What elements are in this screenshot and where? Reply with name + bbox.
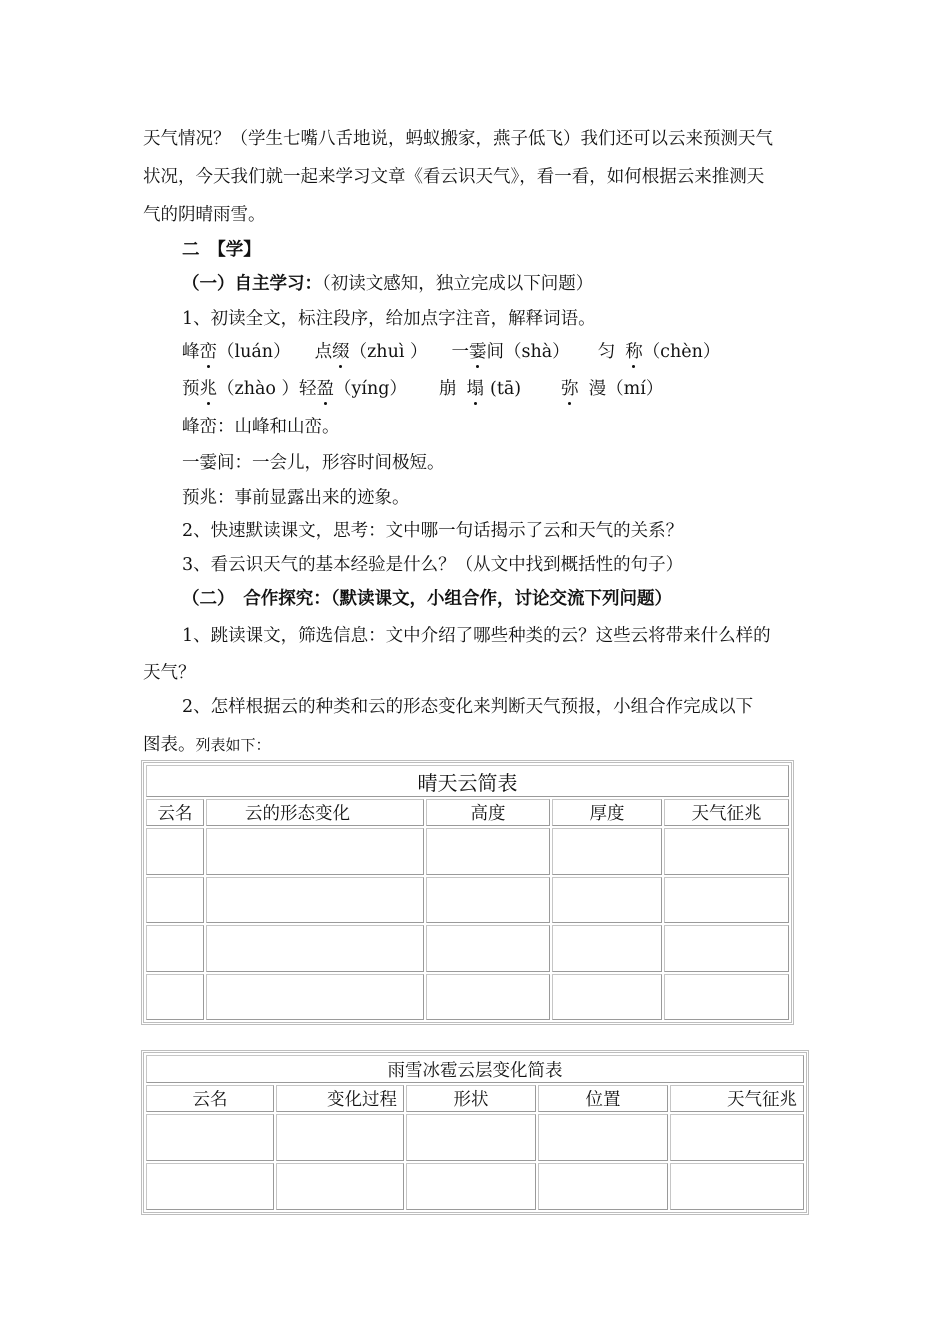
part-one-heading-line (182, 270, 593, 295)
sunny-cloud-table (141, 760, 794, 1025)
table-cell[interactable] (276, 1114, 404, 1161)
table-cell[interactable] (206, 877, 424, 924)
table-cell[interactable] (146, 1114, 274, 1161)
table-cell[interactable] (670, 1114, 804, 1161)
section-two-heading: 二 【学】 (182, 240, 261, 260)
table-cell[interactable] (664, 828, 789, 875)
definition-2: 一霎间：一会儿，形容时间极短。 (182, 453, 445, 473)
q2-line-2-text: 图表。 (143, 735, 196, 755)
word-char: 轻 (299, 379, 317, 399)
table-cell[interactable] (552, 925, 662, 972)
table-cell[interactable] (552, 828, 662, 875)
dotted-char: 兆 (200, 375, 218, 400)
word-char: 崩 (439, 379, 457, 399)
table-cell[interactable] (206, 828, 424, 875)
table-cell[interactable] (664, 974, 789, 1021)
table-cell[interactable] (538, 1163, 668, 1210)
table-header-cell (664, 799, 789, 826)
table-row (146, 974, 789, 1021)
table-header-cell: 厚度 (552, 799, 662, 826)
header-text: 天气征兆 (691, 804, 762, 824)
table-header-cell: 天气征兆 (670, 1085, 804, 1112)
table-cell[interactable] (538, 1114, 668, 1161)
part-two-q2-line-1: 2、怎样根据云的种类和云的形态变化来判断天气预报，小组合作完成以下 (182, 697, 754, 717)
table-header-cell: 云的形态变化 (206, 799, 424, 826)
rain-snow-hail-cloud-table (141, 1050, 809, 1215)
table-header-cell: 云名 (146, 1085, 274, 1112)
dotted-char: 称 (625, 338, 643, 363)
word-char: 峰 (182, 342, 200, 362)
table-header-cell: 变化过程 (276, 1085, 404, 1112)
dotted-char: 峦 (200, 338, 218, 363)
table-cell[interactable] (552, 877, 662, 924)
table-cell[interactable] (664, 877, 789, 924)
table-cell[interactable] (146, 1163, 274, 1210)
table-cell[interactable] (406, 1163, 536, 1210)
table-cell[interactable] (664, 925, 789, 972)
part-two-heading: （二） 合作探究：（默读课文，小组合作，讨论交流下列问题） (182, 589, 672, 609)
pinyin: （chèn） (642, 342, 721, 362)
table-cell[interactable] (426, 974, 550, 1021)
dotted-char: 塌 (467, 375, 485, 400)
table-row (146, 877, 789, 924)
table-cell[interactable] (206, 974, 424, 1021)
table-header-cell: 形状 (406, 1085, 536, 1112)
pinyin: （luán） (217, 342, 291, 362)
part-one-q2: 2、快速默读课文，思考：文中哪一句话揭示了云和天气的关系？ (182, 521, 684, 541)
table-cell[interactable] (146, 925, 204, 972)
pinyin: （zhào ） (217, 379, 300, 399)
definition-3: 预兆：事前显露出来的迹象。 (182, 488, 410, 508)
part-one-q3: 3、看云识天气的基本经验是什么？（从文中找到概括性的句子） (182, 555, 684, 575)
pinyin-row-1 (182, 338, 720, 363)
table-header-cell: 云名 (146, 799, 204, 826)
part-one-note: （初读文感知，独立完成以下问题） (322, 274, 594, 294)
word-char: 间 (486, 342, 504, 362)
dotted-char: 缀 (332, 338, 350, 363)
pinyin-row-2 (182, 375, 663, 400)
table-row (146, 828, 789, 875)
table-cell[interactable] (426, 877, 550, 924)
word-char: 一 (451, 342, 469, 362)
pinyin: （shà） (504, 342, 570, 362)
table-cell[interactable] (276, 1163, 404, 1210)
table-cell[interactable] (552, 974, 662, 1021)
pinyin: （zhuì ） (349, 342, 428, 362)
table-row (146, 925, 789, 972)
table-header-cell: 高度 (426, 799, 550, 826)
word-char: 预 (182, 379, 200, 399)
table-cell[interactable] (406, 1114, 536, 1161)
table-cell[interactable] (670, 1163, 804, 1210)
table-cell[interactable] (146, 828, 204, 875)
dotted-char: 盈 (317, 375, 335, 400)
intro-line-3: 气的阴晴雨雪。 (143, 205, 266, 225)
part-one-q1: 1、初读全文，标注段序，给加点字注音，解释词语。 (182, 309, 596, 329)
part-two-q1-line-1: 1、跳读课文，筛选信息：文中介绍了哪些种类的云？这些云将带来什么样的 (182, 626, 771, 646)
table-cell[interactable] (146, 877, 204, 924)
word-char: 点 (314, 342, 333, 362)
dotted-char: 霎 (469, 338, 487, 363)
word-char: 匀 (597, 342, 616, 362)
table-cell[interactable] (146, 974, 204, 1021)
table-title: 晴天云简表 (146, 765, 789, 797)
pinyin: (tā) (490, 379, 522, 399)
dotted-char: 弥 (561, 375, 579, 400)
pinyin: （mí） (606, 379, 664, 399)
part-two-q2-line-2 (143, 731, 271, 756)
table-row (146, 1114, 804, 1161)
intro-line-2: 状况，今天我们就一起来学习文章《看云识天气》，看一看，如何根据云来推测天 (143, 167, 765, 187)
table-cell[interactable] (426, 828, 550, 875)
table-cell[interactable] (426, 925, 550, 972)
part-one-heading: （一）自主学习： (182, 274, 322, 294)
pinyin: （yíng） (334, 379, 407, 399)
table-header-cell: 位置 (538, 1085, 668, 1112)
intro-line-1: 天气情况？（学生七嘴八舌地说，蚂蚁搬家，燕子低飞）我们还可以云来预测天气 (143, 129, 773, 149)
part-two-q1-line-2: 天气？ (143, 663, 196, 683)
word-char: 漫 (588, 379, 607, 399)
table-row (146, 1163, 804, 1210)
definition-1: 峰峦：山峰和山峦。 (182, 417, 340, 437)
table-cell[interactable] (206, 925, 424, 972)
q2-suffix: 列表如下： (195, 736, 271, 754)
table-title: 雨雪冰雹云层变化简表 (146, 1055, 804, 1083)
